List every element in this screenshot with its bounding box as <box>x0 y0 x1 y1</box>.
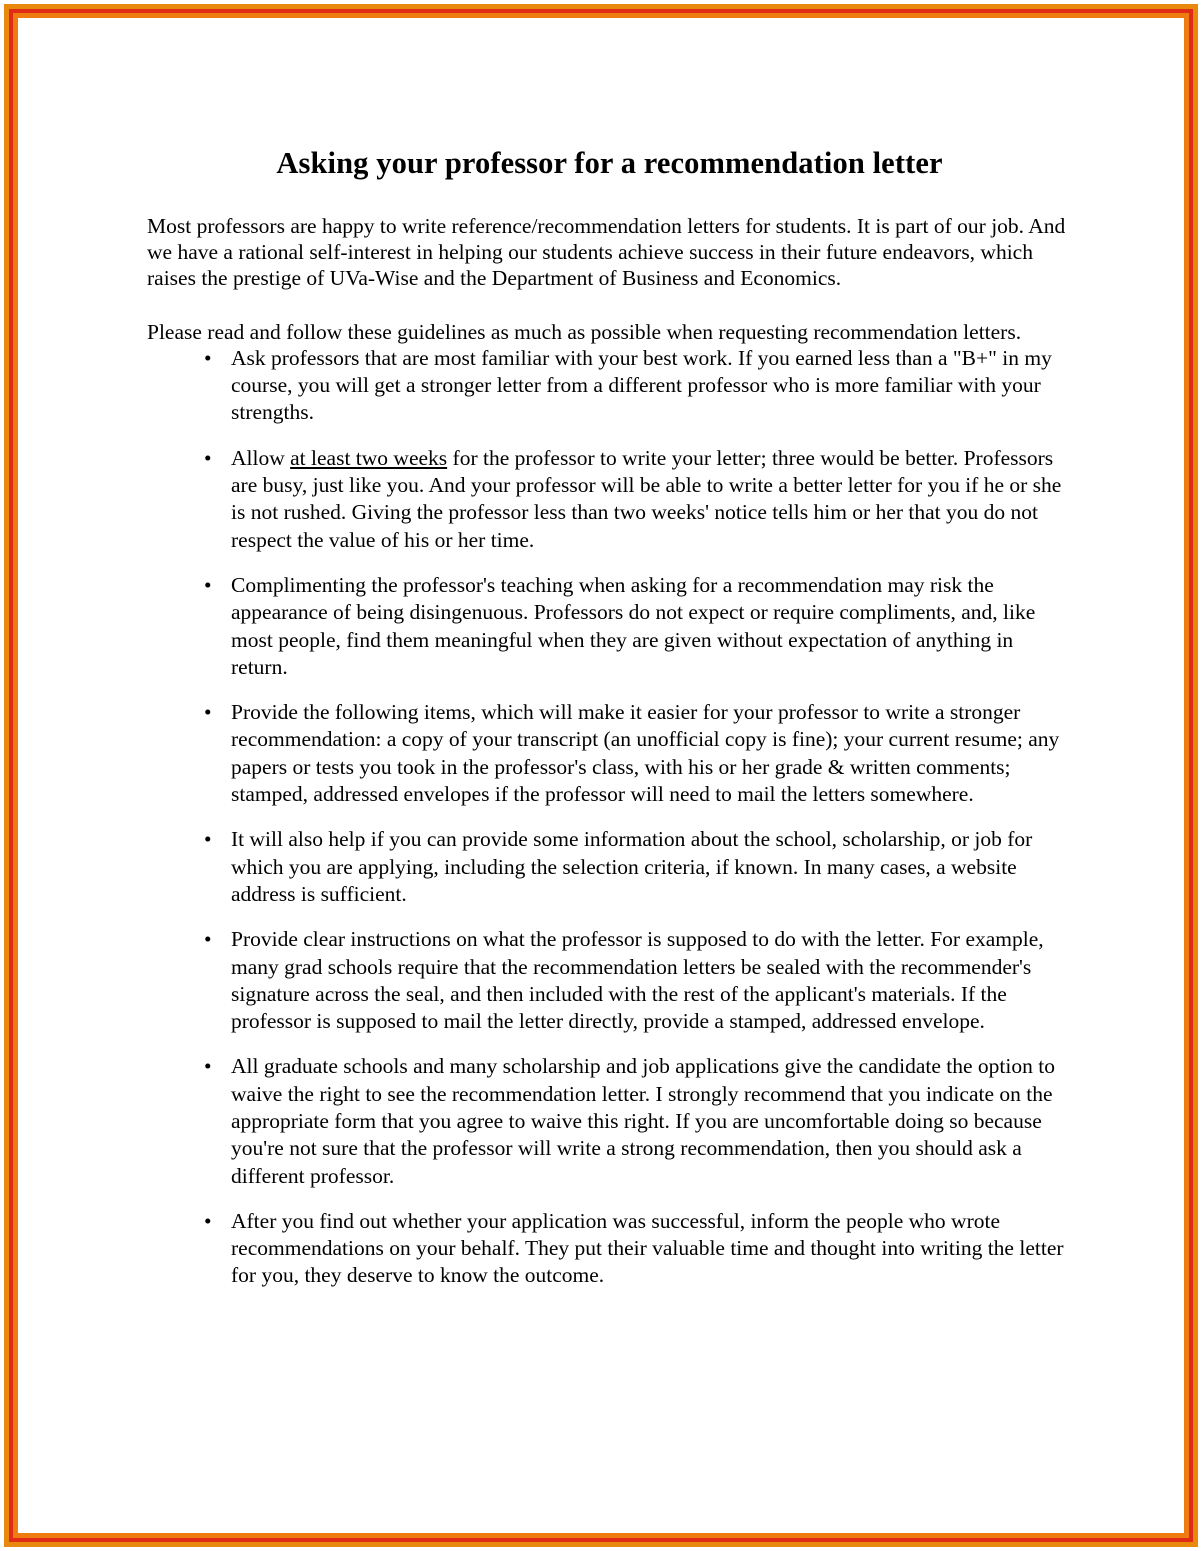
list-item-text-segment: Allow <box>231 445 291 470</box>
list-item <box>147 826 1072 908</box>
list-item-text-segment: After you find out whether your application was successful, inform the people who wrote recommendations on your behalf. They put their valuable time and thought into writing the letter for you, they deserve to know the outcome. <box>231 1208 1064 1288</box>
document-title: Asking your professor for a recommendation letter <box>276 146 943 180</box>
bullet-point-icon: • <box>204 1208 212 1233</box>
document-page <box>18 18 1184 1533</box>
list-item-text-segment: Provide clear instructions on what the professor is supposed to do with the letter. For example, many grad schools require that the recommendation letters be sealed with the recommender's signature across the seal, and then included with the rest of the applicant's materials. If the professor is supposed to mail the letter directly, provide a stamped, addressed envelope. <box>231 927 1044 1034</box>
bullet-point-icon: • <box>204 700 212 725</box>
bullet-point-icon: • <box>204 445 212 470</box>
document-body <box>147 146 1072 1290</box>
bullet-point-icon: • <box>204 927 212 952</box>
bullet-point-icon: • <box>204 572 212 597</box>
frame-band-orange-inner <box>13 13 1189 1538</box>
list-item <box>147 699 1072 808</box>
intro-paragraph-2: Please read and follow these guidelines as much as possible when requesting recommendation letters. <box>147 319 1022 344</box>
list-item-text-segment: It will also help if you can provide some information about the school, scholarship, or job for which you are applying, including the selection criteria, if known. In many cases, a website address is sufficient. <box>231 827 1033 906</box>
underlined-emphasis: at least two weeks <box>290 445 448 470</box>
list-item-text-segment: All graduate schools and many scholarship and job applications give the candidate the option to waive the right to see the recommendation letter. I strongly recommend that you indicate on the appropriate form that you agree to waive this right. If you are uncomfortable doing so because you're not sure that the professor will write a strong recommendation, then you should ask a different professor. <box>231 1054 1055 1188</box>
bullet-point-icon: • <box>204 827 212 852</box>
list-item-text <box>231 927 1044 1033</box>
frame-band-orange-outer <box>4 4 1198 1547</box>
list-item <box>147 345 1072 427</box>
list-item-text-segment: Ask professors that are most familiar with your best work. If you earned less than a "B+" in my course, you will get a stronger letter from a different professor who is more familiar with your strengths. <box>231 345 1052 425</box>
list-item <box>147 926 1072 1035</box>
list-item <box>147 445 1072 554</box>
list-item-text <box>231 827 1032 906</box>
bullet-point-icon: • <box>204 1054 212 1079</box>
list-item-text <box>231 1209 1064 1288</box>
list-item-text <box>231 700 1059 806</box>
list-item <box>147 1053 1072 1189</box>
guidelines-list <box>147 345 1072 1290</box>
list-item-text <box>231 346 1052 425</box>
list-item-text <box>231 573 1035 679</box>
list-item <box>147 572 1072 681</box>
list-item-text-segment: for the professor to write your letter; three would be better. Professors are busy, just like you. And your professor will be able to write a better letter for you if he or she is not rushed. Giving the professor less than two weeks' notice tells him or her that you do not respect the value of his or her time. <box>231 445 1062 552</box>
list-item <box>147 1208 1072 1290</box>
list-item-text-segment: Complimenting the professor's teaching when asking for a recommendation may risk the appearance of being disingenuous. Professors do not expect or require compliments, and, like most people, find them meaningful when they are given without expectation of anything in return. <box>231 572 1036 679</box>
frame-band-red <box>9 9 1193 1542</box>
intro-paragraph-1: Most professors are happy to write reference/recommendation letters for students. It is part of our job. And we have a rational self-interest in helping our students achieve success in their future endeavors, which raises the prestige of UVa-Wise and the Department of Business and Economics. <box>147 214 1066 291</box>
list-item-text <box>231 1054 1055 1187</box>
list-item-text-segment: Provide the following items, which will make it easier for your professor to write a stronger recommendation: a copy of your transcript (an unofficial copy is fine); your current resume; any papers or tests you took in the professor's class, with his or her grade & written comments; stamped, addressed envelopes if the professor will need to mail the letters somewhere. <box>231 700 1060 807</box>
list-item-text <box>231 446 1061 552</box>
bullet-point-icon: • <box>204 345 212 370</box>
